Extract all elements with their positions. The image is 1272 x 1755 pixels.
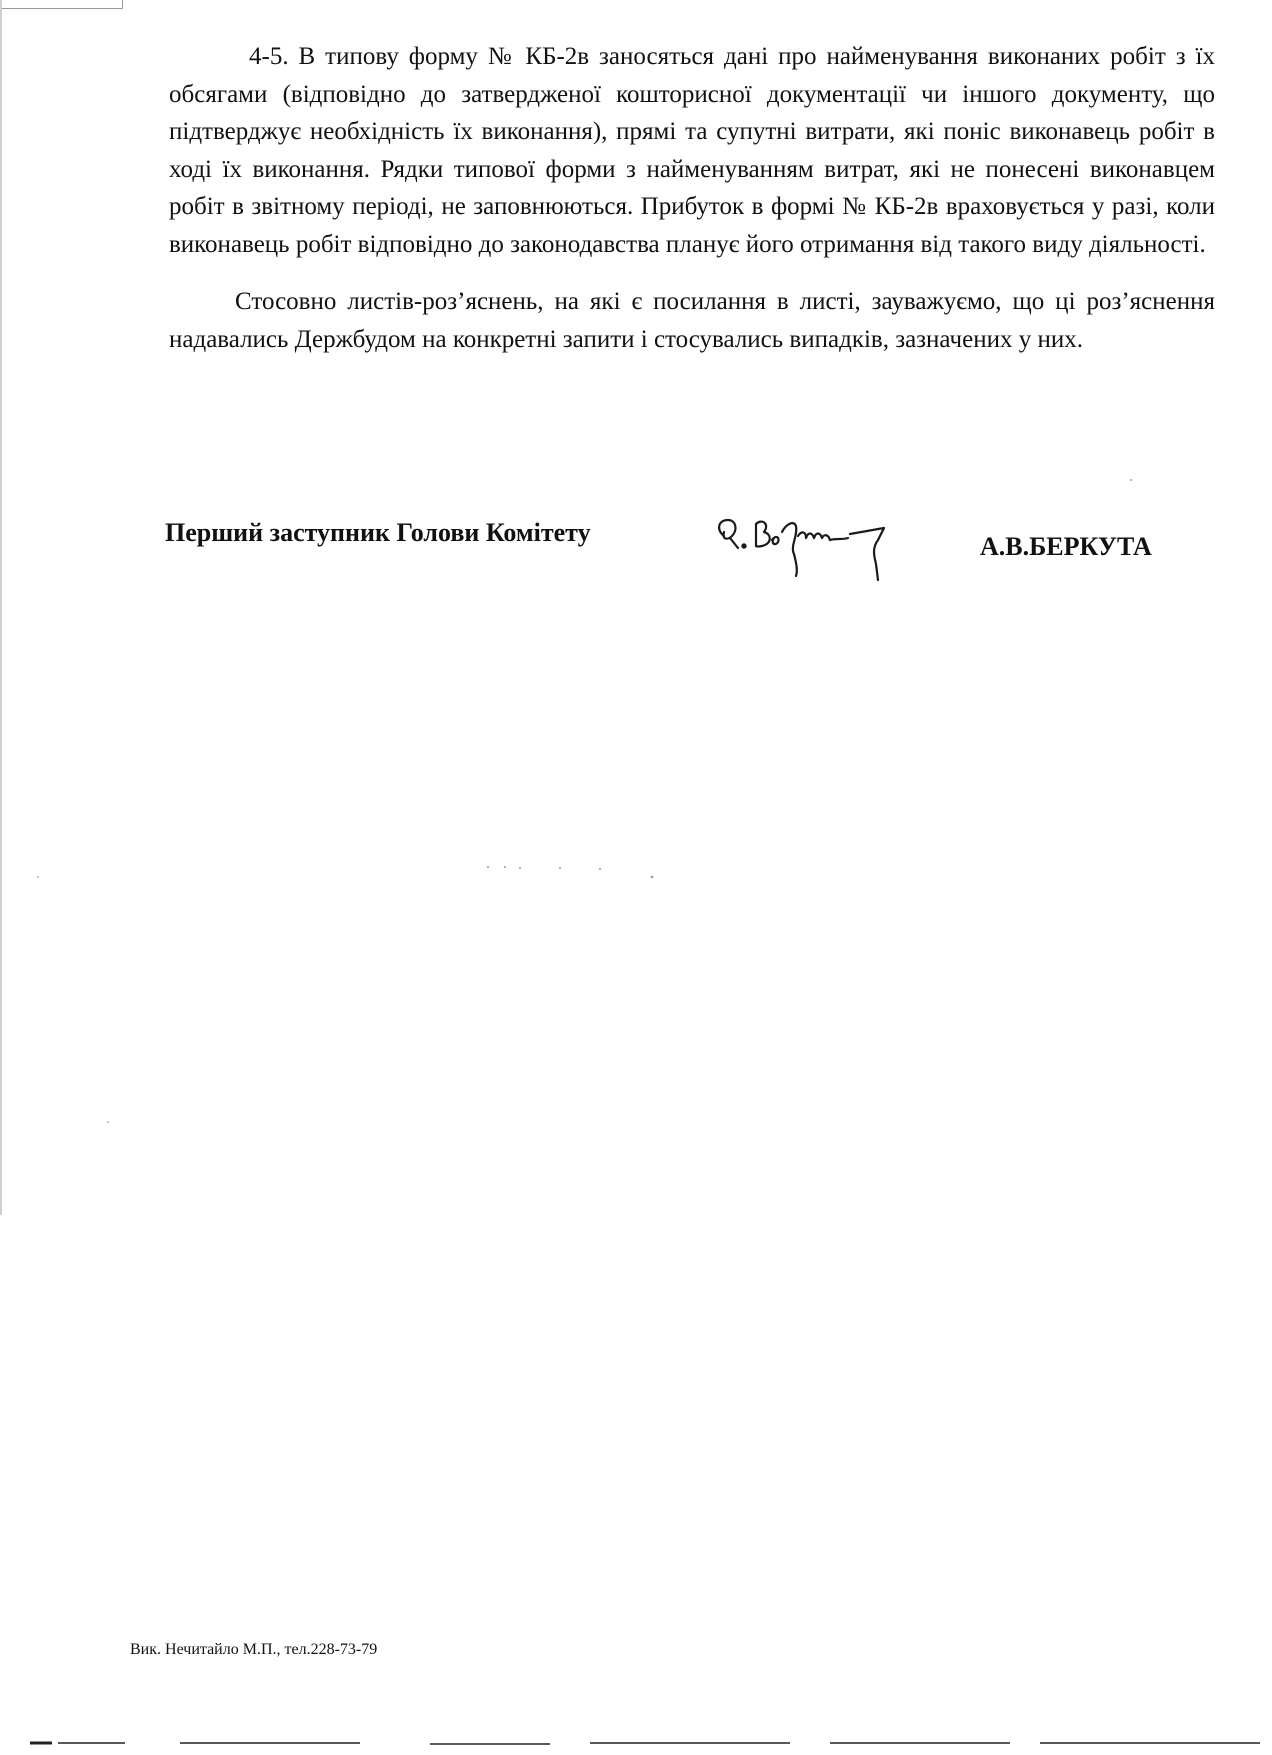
handwritten-signature: [710, 502, 910, 582]
scan-bottom-lines: [30, 1740, 1260, 1746]
executor-note: Вик. Нечитайло М.П., тел.228-73-79: [130, 1641, 378, 1658]
scan-corner-mark: [0, 0, 123, 9]
signature-block: [165, 510, 1225, 590]
signer-title: Перший заступник Голови Комітету: [165, 518, 591, 547]
scan-left-edge: [0, 0, 2, 1215]
signer-name: А.В.БЕРКУТА: [980, 532, 1152, 561]
letter-body: [169, 38, 1215, 378]
paragraph-4-5: 4-5. В типову форму № КБ-2в заносяться дані про найменування виконаних робіт з їх обсягами (відповідно до затвердженої кошторисної документації чи іншого документу, що підтверджує необхідність їх виконання), прямі та супутні витрати, які поніс виконавець робіт в ході їх виконання. Рядки типової форми з найменуванням витрат, які не понесені виконавцем робіт в звітному періоді, не заповнюються. Прибуток в формі № КБ-2в враховується у разі, коли виконавець робіт відповідно до законодавства планує його отримання від такого виду діяльності.: [169, 43, 1215, 258]
paragraph-clarifications: Стосовно листів-роз’яснень, на які є посилання в листі, зауважуємо, що ці роз’яснення надавались Держбудом на конкретні запити і стосувались випадків, зазначених у них.: [169, 288, 1215, 353]
